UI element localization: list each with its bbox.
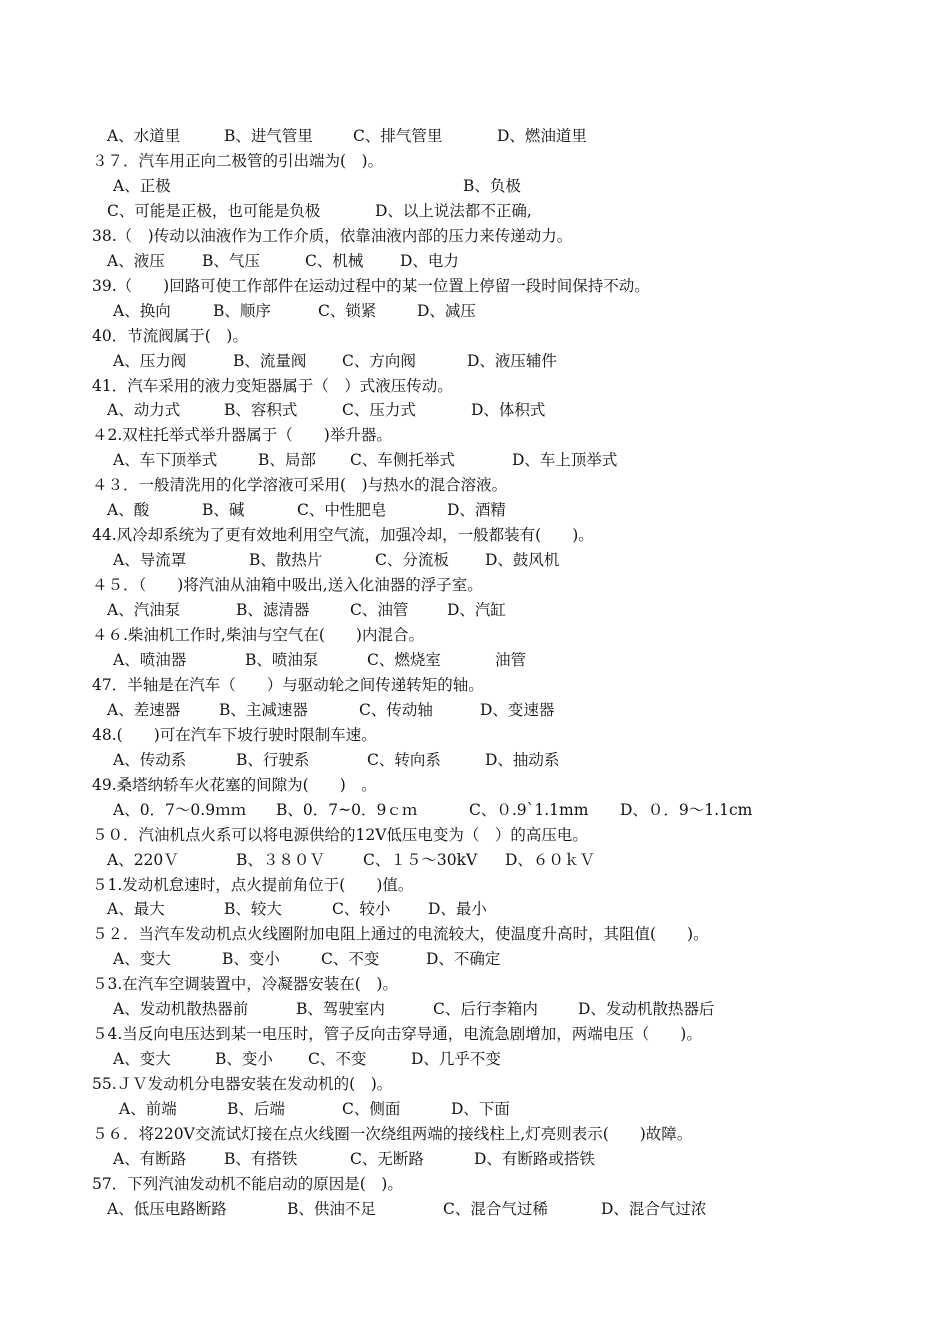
question-text: ３７．汽车用正向二极管的引出端为( )。	[92, 151, 384, 170]
answer-option: D、最小	[428, 900, 487, 919]
answer-option: C、油管	[350, 601, 409, 620]
answer-option: A、0．7～0.9ｍｍ	[113, 800, 247, 819]
answer-option: D、抽动系	[485, 750, 560, 769]
answer-option: C、机械	[305, 251, 364, 270]
question-line	[0, 473, 950, 498]
answer-option: C、传动轴	[359, 700, 433, 719]
answer-option: A、车下顶举式	[113, 451, 218, 470]
question-text: ４６.柴油机工作时,柴油与空气在( )内混合。	[92, 626, 424, 644]
answer-options-line	[0, 548, 950, 573]
answer-option: D、以上说法都不正确,	[375, 201, 532, 220]
question-text: ５1.发动机怠速时，点火提前角位于( )值。	[92, 875, 414, 894]
answer-option: B、３８０Ｖ	[236, 850, 325, 869]
answer-option: A、传动系	[113, 750, 187, 769]
answer-option: A、变大	[113, 1050, 171, 1069]
answer-option: D、混合气过浓	[601, 1199, 707, 1218]
answer-option: D、鼓风机	[485, 551, 560, 570]
answer-option: B、变小	[215, 1050, 273, 1069]
answer-option: A、酸	[107, 501, 150, 520]
answer-option: C、后行李箱内	[433, 1000, 538, 1019]
answer-option: C、方向阀	[342, 351, 416, 370]
answer-option: A、压力阀	[113, 351, 187, 370]
question-line	[0, 573, 950, 598]
question-text: ５６．将220V交流试灯接在点火线圈一次绕组两端的接线柱上,灯亮则表示( )故障。	[92, 1125, 693, 1143]
question-line	[0, 1172, 950, 1197]
question-line	[0, 1122, 950, 1147]
question-text: 44.风冷却系统为了更有效地利用空气流，加强冷却，一般都装有( )。	[92, 526, 594, 545]
answer-options-line	[0, 124, 950, 149]
answer-option: B、碱	[202, 501, 245, 520]
answer-option: C、不变	[308, 1050, 367, 1069]
question-line	[0, 623, 950, 648]
question-text: ５０．汽油机点火系可以将电源供给的12V低压电变为（ ）的高压电。	[92, 825, 588, 844]
question-text: ５２．当汽车发动机点火线圈附加电阻上通过的电流较大，使温度升高时，其阻值( )。	[92, 925, 709, 944]
answer-option: D、有断路或搭铁	[474, 1149, 595, 1168]
answer-options-line	[0, 349, 950, 374]
answer-option: A、水道里	[107, 127, 181, 145]
answer-option: A、220Ｖ	[107, 850, 179, 869]
question-line	[0, 274, 950, 299]
question-line	[0, 972, 950, 997]
answer-option: A、换向	[113, 301, 171, 320]
answer-option: C、１５～30kV	[363, 850, 478, 869]
answer-option: D、几乎不变	[411, 1050, 501, 1069]
question-text: 49.桑塔纳轿车火花塞的间隙为( ) 。	[92, 775, 377, 794]
question-text: 47．半轴是在汽车（ ）与驱动轮之间传递转矩的轴。	[92, 675, 484, 694]
answer-options-line	[0, 1047, 950, 1072]
answer-option: D、６０ｋＶ	[505, 850, 595, 869]
answer-option: C、不变	[321, 950, 380, 969]
answer-option: C、压力式	[342, 401, 416, 420]
answer-options-line	[0, 299, 950, 324]
answer-option: C、燃烧室	[367, 650, 441, 669]
answer-option: C、转向系	[367, 750, 441, 769]
answer-option: B、驾驶室内	[296, 1000, 385, 1019]
question-line	[0, 773, 950, 798]
question-line	[0, 673, 950, 698]
question-line	[0, 1072, 950, 1097]
question-text: 40．节流阀属于( )。	[92, 326, 248, 345]
answer-option: A、正极	[113, 176, 171, 195]
answer-option: A、汽油泵	[107, 601, 181, 620]
answer-option: A、低压电路断路	[107, 1199, 227, 1218]
question-text: ５4.当反向电压达到某一电压时，管子反向击穿导通，电流急剧增加，两端电压（ )。	[92, 1025, 702, 1044]
answer-option: B、后端	[227, 1100, 285, 1119]
answer-options-line	[0, 648, 950, 673]
answer-option: D、电力	[400, 251, 459, 270]
question-text: 55.ＪＶ发动机分电器安装在发动机的( )。	[92, 1075, 393, 1094]
answer-option: C、无断路	[350, 1149, 424, 1168]
question-line	[0, 324, 950, 349]
answer-options-line	[0, 997, 950, 1022]
answer-option: B、局部	[258, 451, 316, 470]
answer-option: B、进气管里	[224, 127, 313, 145]
question-line	[0, 374, 950, 399]
answer-option: B、变小	[222, 950, 280, 969]
question-line	[0, 723, 950, 748]
answer-option: D、０．9～1.1cm	[620, 800, 753, 819]
answer-option: C、排气管里	[353, 127, 443, 145]
answer-option: D、汽缸	[447, 601, 506, 620]
answer-option: C、中性肥皂	[297, 501, 387, 520]
answer-option: A、前端	[119, 1100, 177, 1119]
answer-option: D、车上顶举式	[512, 451, 618, 470]
answer-option: B、顺序	[213, 301, 271, 320]
question-text: 41．汽车采用的液力变矩器属于（ ）式液压传动。	[92, 376, 453, 395]
answer-options-line	[0, 249, 950, 274]
answer-options-line	[0, 448, 950, 473]
answer-option: D、发动机散热器后	[578, 1000, 715, 1019]
answer-option: B、喷油泵	[245, 650, 319, 669]
answer-option: B、气压	[202, 251, 260, 270]
answer-option: A、差速器	[107, 700, 181, 719]
answer-option: B、滤清器	[236, 601, 310, 620]
answer-option: D、下面	[451, 1100, 510, 1119]
answer-options-line	[0, 897, 950, 922]
answer-options-line	[0, 1097, 950, 1122]
answer-option: C、可能是正极，也可能是负极	[107, 201, 321, 220]
answer-option: A、液压	[107, 251, 165, 270]
answer-options-line	[0, 698, 950, 723]
answer-option: D、液压辅件	[467, 351, 557, 370]
answer-options-line	[0, 1197, 950, 1222]
answer-option: C、０.9`1.1mm	[469, 800, 589, 819]
answer-option: A、变大	[113, 950, 171, 969]
answer-option: B、供油不足	[287, 1199, 376, 1218]
answer-option: B、容积式	[224, 401, 298, 420]
answer-options-line	[0, 748, 950, 773]
question-line	[0, 523, 950, 548]
answer-option: D、燃油道里	[497, 127, 587, 145]
answer-option: A、发动机散热器前	[113, 1000, 249, 1019]
question-line	[0, 1022, 950, 1047]
question-text: ４３．一般清洗用的化学溶液可采用( )与热水的混合溶液。	[92, 476, 508, 495]
question-line	[0, 224, 950, 249]
answer-option: D、减压	[417, 301, 476, 320]
answer-option: C、锁紧	[318, 301, 377, 320]
answer-option: B、流量阀	[233, 351, 307, 370]
question-line	[0, 149, 950, 174]
answer-option: D、变速器	[480, 700, 555, 719]
answer-option: C、较小	[332, 900, 391, 919]
question-text: 39.（ )回路可使工作部件在运动过程中的某一位置上停留一段时间保持不动。	[92, 276, 650, 295]
answer-options-line	[0, 498, 950, 523]
answer-option: 油管	[495, 650, 527, 669]
answer-options-line	[0, 398, 950, 423]
answer-option: B、0．7~0．9ｃｍ	[276, 800, 418, 819]
answer-option: A、导流罩	[113, 551, 187, 570]
answer-option: B、较大	[224, 900, 282, 919]
answer-option: C、侧面	[342, 1100, 401, 1119]
answer-options-line	[0, 848, 950, 873]
answer-options-line	[0, 598, 950, 623]
answer-option: D、不确定	[426, 950, 501, 969]
answer-options-line	[0, 1147, 950, 1172]
answer-option: B、主减速器	[219, 700, 308, 719]
answer-option: A、动力式	[107, 401, 181, 420]
answer-option: C、分流板	[375, 551, 449, 570]
answer-options-line	[0, 174, 950, 199]
question-text: 57．下列汽油发动机不能启动的原因是( )。	[92, 1174, 403, 1193]
question-text: ４５．（ )将汽油从油箱中吸出,送入化油器的浮子室。	[92, 576, 483, 595]
question-text: 38.（ )传动以油液作为工作介质，依靠油液内部的压力来传递动力。	[92, 226, 573, 245]
answer-option: A、有断路	[113, 1149, 187, 1168]
question-text: ４2.双柱托举式举升器属于（ )举升器。	[92, 426, 392, 445]
answer-option: B、行驶系	[236, 750, 310, 769]
answer-option: B、散热片	[249, 551, 323, 570]
question-text: ５3.在汽车空调装置中，冷凝器安装在( )。	[92, 975, 398, 994]
answer-option: C、混合气过稀	[443, 1199, 548, 1218]
answer-option: A、喷油器	[113, 650, 187, 669]
question-line	[0, 922, 950, 947]
answer-options-line	[0, 798, 950, 823]
answer-option: D、体积式	[471, 401, 546, 420]
answer-option: B、有搭铁	[224, 1149, 298, 1168]
answer-options-line	[0, 199, 950, 224]
question-line	[0, 823, 950, 848]
question-line	[0, 423, 950, 448]
answer-options-line	[0, 947, 950, 972]
question-line	[0, 873, 950, 898]
answer-option: B、负极	[463, 176, 521, 195]
answer-option: A、最大	[107, 900, 165, 919]
answer-option: C、车侧托举式	[350, 451, 455, 470]
question-text: 48.( )可在汽车下坡行驶时限制车速。	[92, 725, 377, 744]
answer-option: D、酒精	[447, 501, 506, 520]
